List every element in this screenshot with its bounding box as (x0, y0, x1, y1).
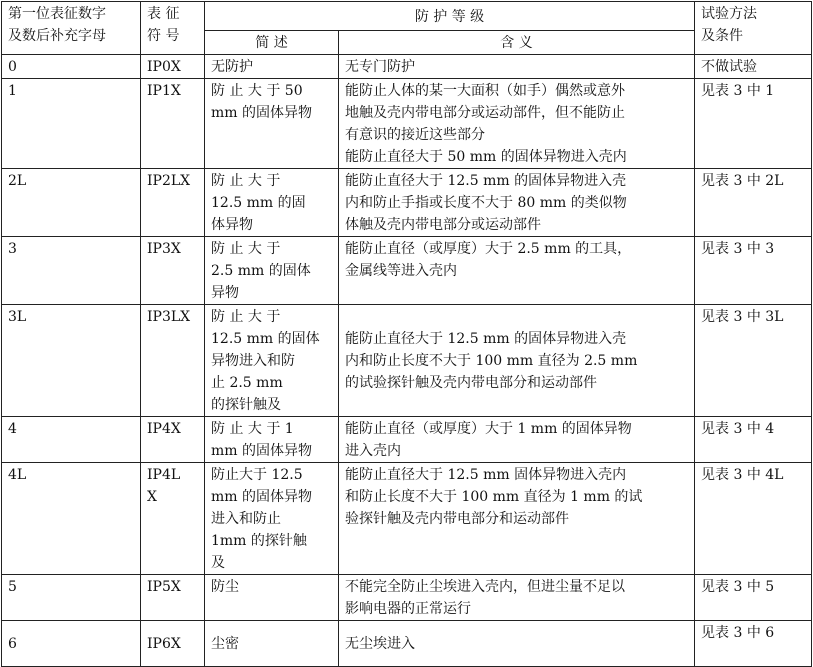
header-brief: 简 述 (205, 31, 339, 55)
cell-meaning: 能防止直径大于 12.5 mm 的固体异物进入壳 内和防止手指或长度不大于 80 mm 的类似物 体触及壳内带电部分或运动部件 (339, 169, 695, 237)
cell-test: 见表 3 中 5 (695, 575, 812, 621)
cell-test: 见表 3 中 2L (695, 169, 812, 237)
header-digit: 第一位表征数字 及数后补充字母 (2, 2, 141, 55)
cell-test: 见表 3 中 3L (695, 305, 812, 417)
header-symbol: 表 征 符 号 (141, 2, 205, 55)
cell-test: 不做试验 (695, 55, 812, 79)
cell-brief: 防 止 大 于 12.5 mm 的固 体异物 (205, 169, 339, 237)
table-row (2, 621, 812, 667)
cell-brief: 尘密 (205, 621, 339, 667)
cell-digit: 6 (2, 621, 141, 667)
cell-symbol: IP6X (141, 621, 205, 667)
cell-symbol: IP3LX (141, 305, 205, 417)
cell-digit: 0 (2, 55, 141, 79)
cell-digit: 5 (2, 575, 141, 621)
cell-brief: 防 止 大 于 2.5 mm 的固体 异物 (205, 237, 339, 305)
table-row (2, 305, 812, 417)
header-meaning: 含 义 (339, 31, 695, 55)
cell-meaning: 能防止直径（或厚度）大于 2.5 mm 的工具， 金属线等进入壳内 (339, 237, 695, 305)
header-test-method: 试验方法 及条件 (695, 2, 812, 55)
table-row (2, 463, 812, 575)
cell-symbol: IP5X (141, 575, 205, 621)
cell-digit: 4L (2, 463, 141, 575)
table-row (2, 575, 812, 621)
cell-meaning: 能防止人体的某一大面积（如手）偶然或意外 地触及壳内带电部分或运动部件，但不能防止 有意识的接近这些部分 能防止直径大于 50 mm 的固体异物进入壳内 (339, 79, 695, 169)
cell-meaning: 能防止直径大于 12.5 mm 固体异物进入壳内 和防止长度不大于 100 mm 直径为 1 mm 的试 验探针触及壳内带电部分和运动部件 (339, 463, 695, 575)
cell-meaning: 不能完全防止尘埃进入壳内，但进尘量不足以 影响电器的正常运行 (339, 575, 695, 621)
cell-brief: 防止大于 12.5 mm 的固体异物 进入和防止 1mm 的探针触 及 (205, 463, 339, 575)
cell-meaning: 能防止直径大于 12.5 mm 的固体异物进入壳 内和防止长度不大于 100 mm 直径为 2.5 mm 的试验探针触及壳内带电部分和运动部件 (339, 305, 695, 417)
cell-test: 见表 3 中 4L (695, 463, 812, 575)
table-row (2, 79, 812, 169)
cell-brief: 防 止 大 于 50 mm 的固体异物 (205, 79, 339, 169)
cell-meaning: 能防止直径（或厚度）大于 1 mm 的固体异物 进入壳内 (339, 417, 695, 463)
cell-digit: 1 (2, 79, 141, 169)
cell-brief: 防 止 大 于 12.5 mm 的固体 异物进入和防 止 2.5 mm 的探针触及 (205, 305, 339, 417)
cell-test: 见表 3 中 1 (695, 79, 812, 169)
cell-meaning: 无专门防护 (339, 55, 695, 79)
cell-test: 见表 3 中 3 (695, 237, 812, 305)
cell-symbol: IP4X (141, 417, 205, 463)
cell-brief: 防尘 (205, 575, 339, 621)
cell-symbol: IP4L X (141, 463, 205, 575)
cell-symbol: IP1X (141, 79, 205, 169)
cell-digit: 4 (2, 417, 141, 463)
table-row (2, 417, 812, 463)
cell-symbol: IP3X (141, 237, 205, 305)
ip-protection-table (1, 1, 812, 667)
cell-digit: 3 (2, 237, 141, 305)
cell-symbol: IP2LX (141, 169, 205, 237)
table-row (2, 237, 812, 305)
cell-test: 见表 3 中 4 (695, 417, 812, 463)
cell-meaning: 无尘埃进入 (339, 621, 695, 667)
cell-brief: 防 止 大 于 1 mm 的固体异物 (205, 417, 339, 463)
table-row (2, 169, 812, 237)
cell-brief: 无防护 (205, 55, 339, 79)
header-protection-level: 防 护 等 级 (205, 2, 695, 31)
cell-test: 见表 3 中 6 (695, 621, 812, 667)
cell-digit: 2L (2, 169, 141, 237)
cell-symbol: IP0X (141, 55, 205, 79)
cell-digit: 3L (2, 305, 141, 417)
table-row (2, 55, 812, 79)
